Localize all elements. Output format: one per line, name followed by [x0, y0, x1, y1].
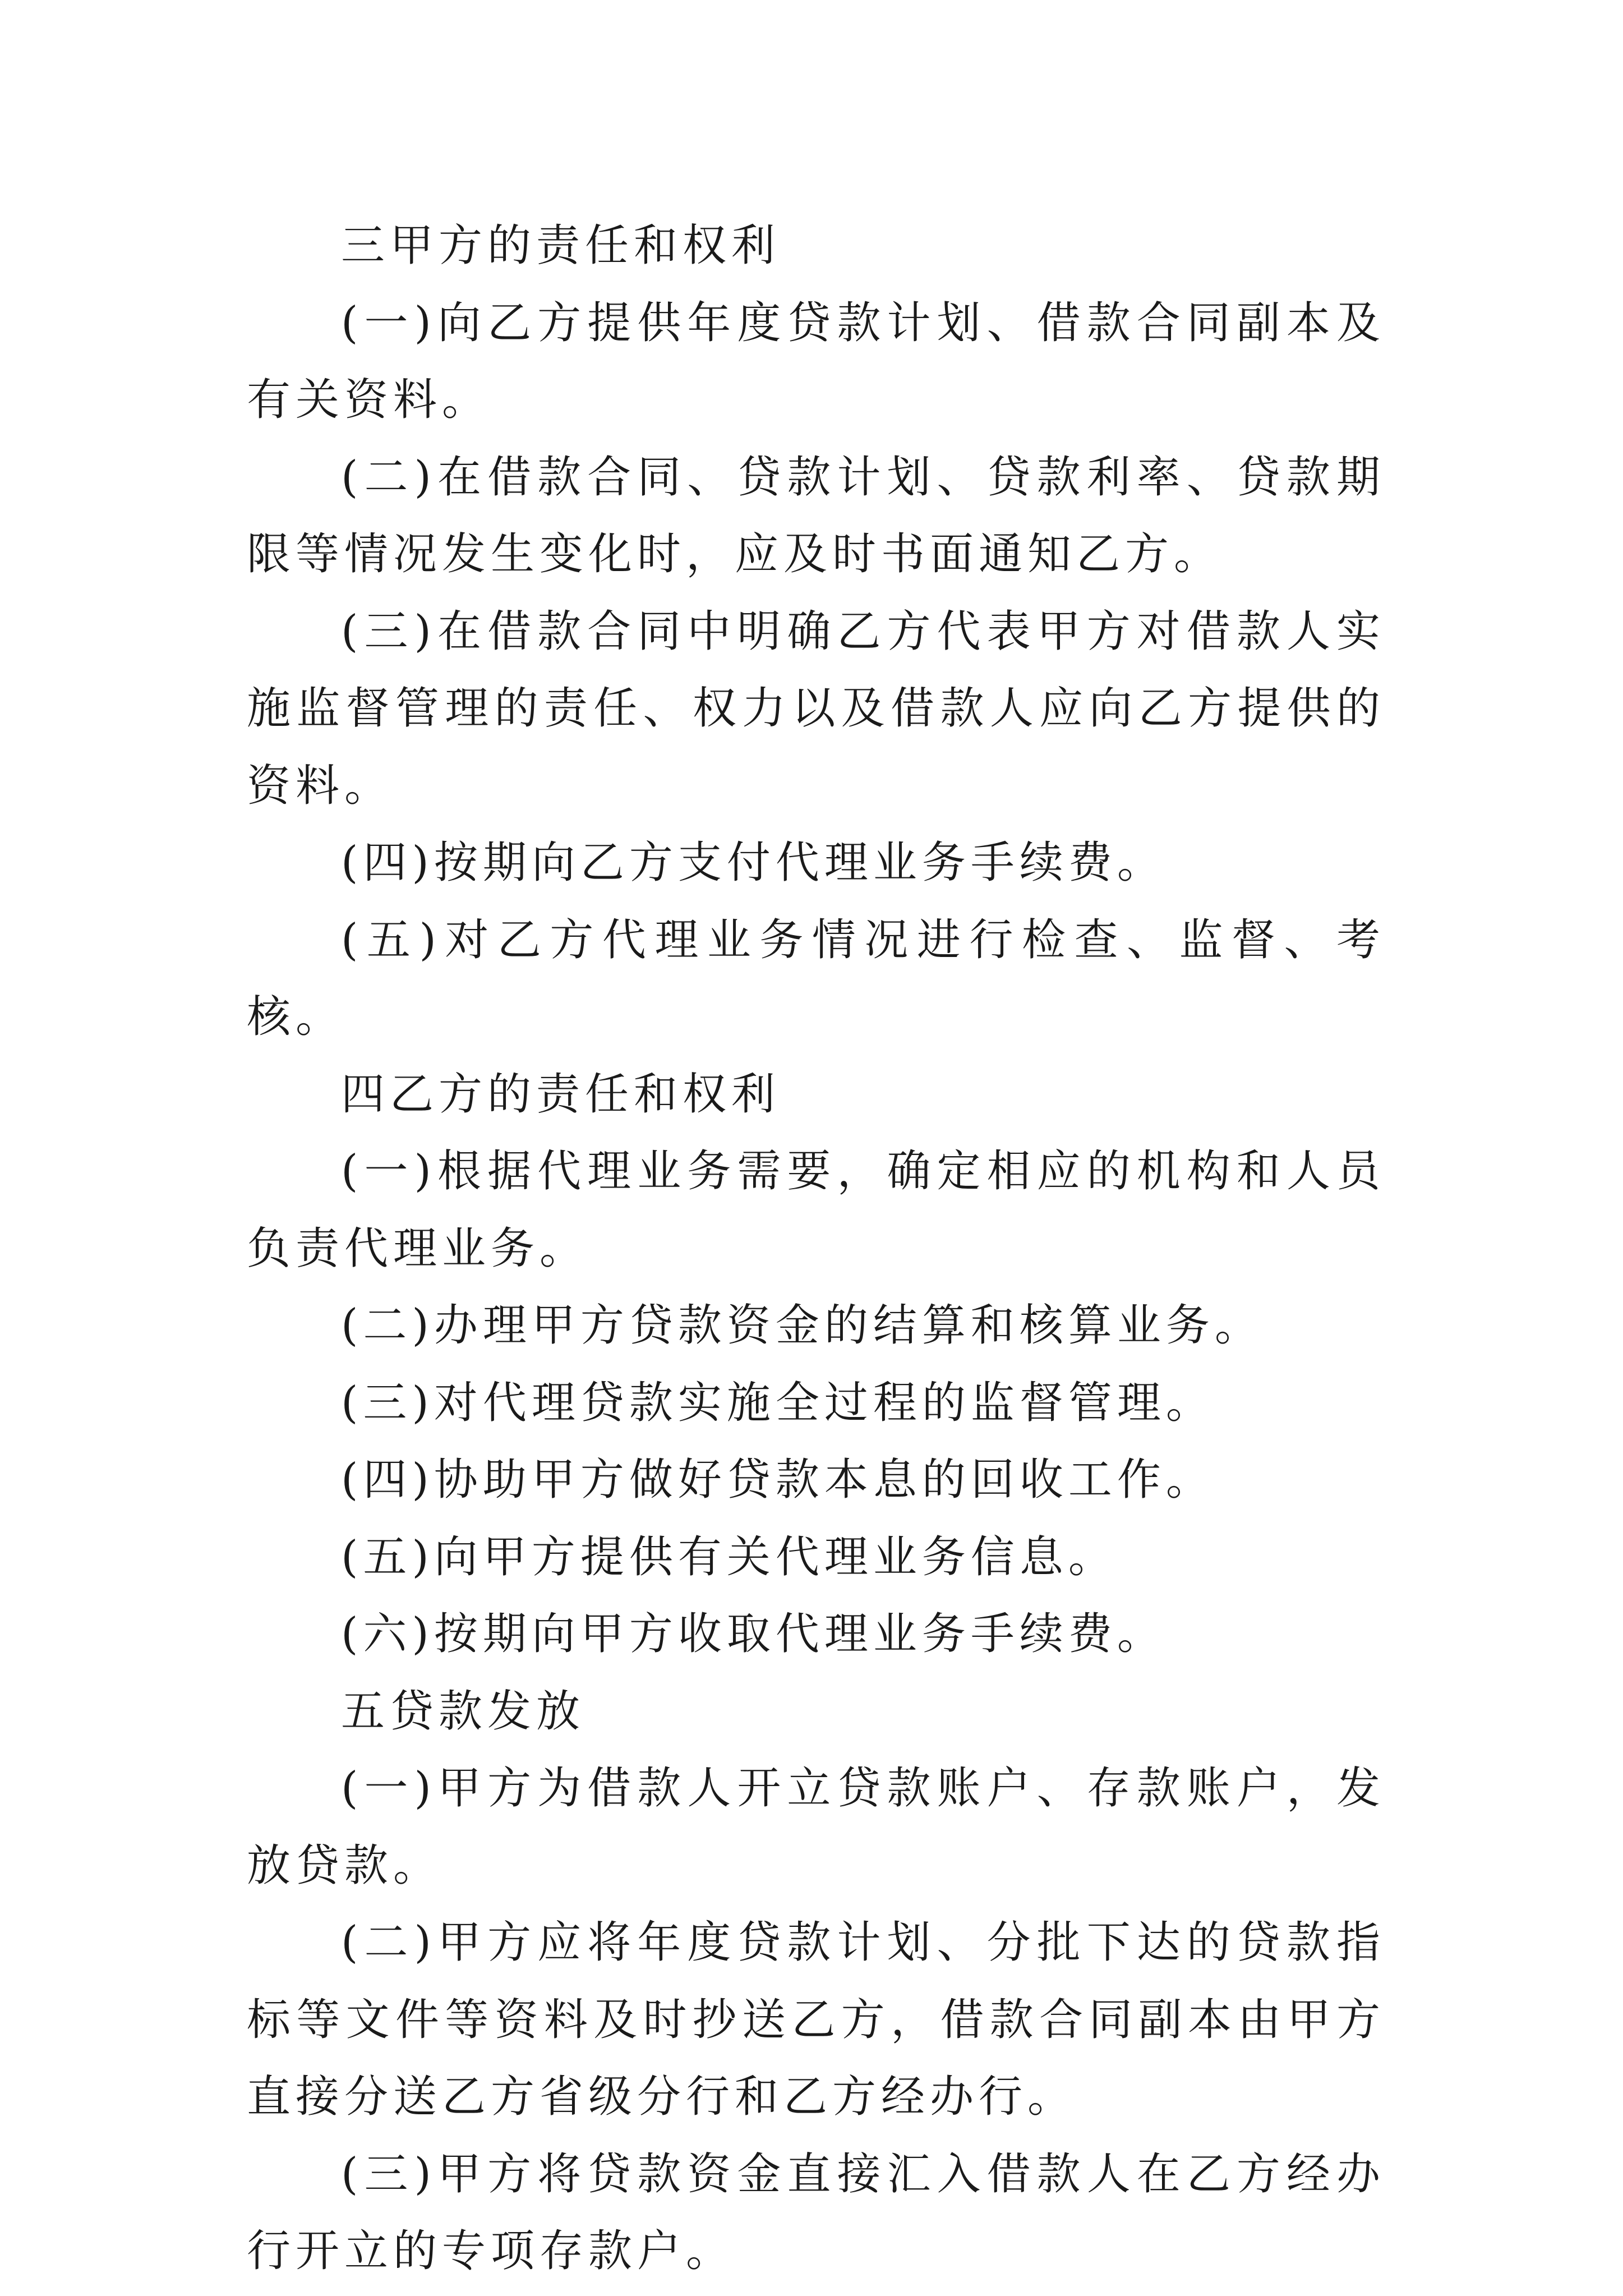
- clause-5-3: (三)甲方将贷款资金直接汇入借款人在乙方经办行开立的专项存款户。: [247, 2148, 1385, 2276]
- clause-3-3: (三)在借款合同中明确乙方代表甲方对借款人实施监督管理的责任、权力以及借款人应向乙方提供的资料。: [247, 606, 1385, 811]
- clause-3-5: (五)对乙方代理业务情况进行检查、监督、考核。: [247, 914, 1385, 1042]
- clause-4-2: (二)办理甲方贷款资金的结算和核算业务。: [341, 1300, 1264, 1351]
- clause-3-1: (一)向乙方提供年度贷款计划、借款合同副本及有关资料。: [247, 297, 1385, 425]
- section-heading-5: 五贷款发放: [341, 1686, 585, 1737]
- document-body: [247, 208, 1385, 2290]
- clause-5-2: (二)甲方应将年度贷款计划、分批下达的贷款指标等文件等资料及时抄送乙方，借款合同副本由甲方直接分送乙方省级分行和乙方经办行。: [247, 1917, 1385, 2122]
- clause-4-4: (四)协助甲方做好贷款本息的回收工作。: [341, 1455, 1215, 1505]
- clause-4-1: (一)根据代理业务需要，确定相应的机构和人员负责代理业务。: [247, 1146, 1385, 1274]
- section-heading-4: 四乙方的责任和权利: [341, 1069, 781, 1120]
- clause-3-4: (四)按期向乙方支付代理业务手续费。: [341, 838, 1166, 888]
- clause-4-3: (三)对代理贷款实施全过程的监督管理。: [341, 1377, 1215, 1428]
- section-heading-3: 三甲方的责任和权利: [341, 220, 781, 271]
- clause-5-1: (一)甲方为借款人开立贷款账户、存款账户，发放贷款。: [247, 1763, 1385, 1891]
- clause-4-6: (六)按期向甲方收取代理业务手续费。: [341, 1609, 1166, 1659]
- clause-4-5: (五)向甲方提供有关代理业务信息。: [341, 1531, 1117, 1582]
- clause-3-2: (二)在借款合同、贷款计划、贷款利率、贷款期限等情况发生变化时，应及时书面通知乙方。: [247, 452, 1385, 579]
